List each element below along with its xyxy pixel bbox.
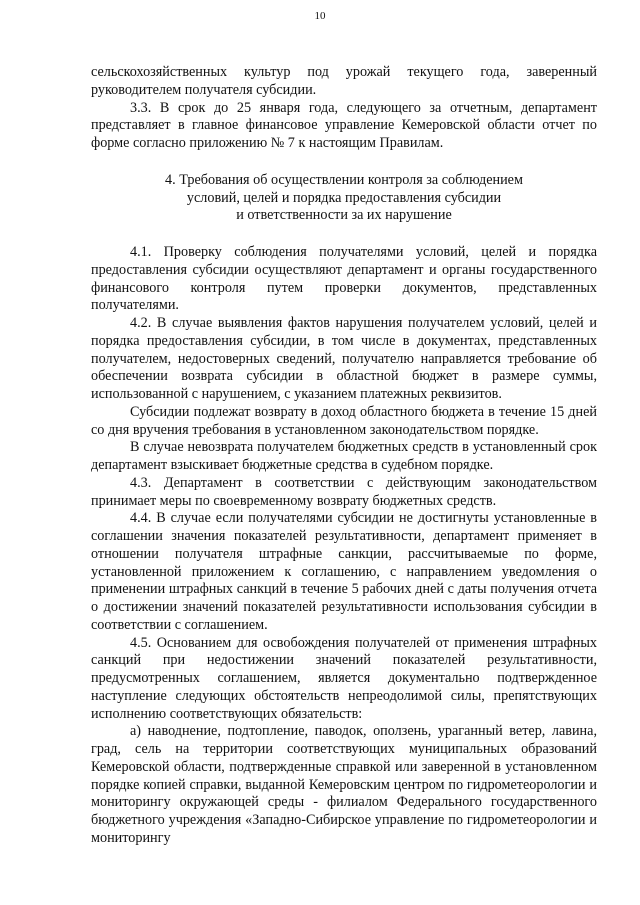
section-heading-line: и ответственности за их нарушение <box>236 207 452 224</box>
paragraph-return-term: Субсидии подлежат возврату в доход областного бюджета в течение 15 дней со дня вручения требования в установленном законодательством порядке. <box>91 403 597 438</box>
paragraph-continuation: сельскохозяйственных культур под урожай текущего года, заверенный руководителем получателя субсидии. <box>91 64 597 98</box>
section-heading-line: условий, целей и порядка предоставления субсидии <box>186 189 502 206</box>
paragraph-4-5: 4.5. Основанием для освобождения получателей от применения штрафных санкций при недостижении значений показателей результативности, предусмотренных соглашением, является документально подтвержденное наступление следующих обстоятельств непреодолимой силы, препятствующих исполнению соответствующих обязательств: <box>91 634 597 722</box>
paragraph-4-2: 4.2. В случае выявления фактов нарушения получателем условий, целей и порядка предоставления субсидии, в том числе в документах, представленных получателем, недостоверных сведений, получателю направляется требование об обеспечении возврата субсидии в областной бюджет в размере суммы, использованной с нарушением, с указанием платежных реквизитов. <box>91 315 597 402</box>
section-heading <box>91 172 597 225</box>
document-body <box>91 64 597 848</box>
paragraph-item-a: а) наводнение, подтопление, паводок, оползень, ураганный ветер, лавина, град, сель на территории соответствующих муниципальных образований Кемеровской области, подтвержденные справкой или заверенной в установленном порядке копией справки, выданной Кемеровским центром по гидрометеорологии и мониторингу окружающей среды - филиалом Федерального государственного бюджетного учреждения «Западно-Сибирское управление по гидрометеорологии и мониторингу <box>91 723 597 846</box>
paragraph-non-return: В случае невозврата получателем бюджетных средств в установленный срок департамент взыскивает бюджетные средства в судебном порядке. <box>91 439 597 473</box>
paragraph-4-4: 4.4. В случае если получателями субсидии не достигнуты установленные в соглашении значения показателей результативности, департамент применяет в отношении получателя штрафные санкции, рассчитываемые по форме, установленной приложением к соглашению, с направлением уведомления о применении штрафных санкций в течение 5 рабочих дней с даты получения отчета о достижении значений показателей результативности использования субсидии в соответствии с соглашением. <box>91 510 597 633</box>
paragraph-4-1: 4.1. Проверку соблюдения получателями условий, целей и порядка предоставления субсидии осуществляют департамент и органы государственного финансового контроля путем проверки документов, представленных получателями. <box>91 244 597 314</box>
paragraph-3-3: 3.3. В срок до 25 января года, следующего за отчетным, департамент представляет в главное финансовое управление Кемеровской области отчет по форме согласно приложению № 7 к настоящим Правилам. <box>91 99 597 151</box>
section-heading-line: 4. Требования об осуществлении контроля за соблюдением <box>165 171 523 188</box>
paragraph-4-3: 4.3. Департамент в соответствии с действующим законодательством принимает меры по своевременному возврату бюджетных средств. <box>91 474 597 509</box>
page-number: 10 <box>314 10 326 22</box>
